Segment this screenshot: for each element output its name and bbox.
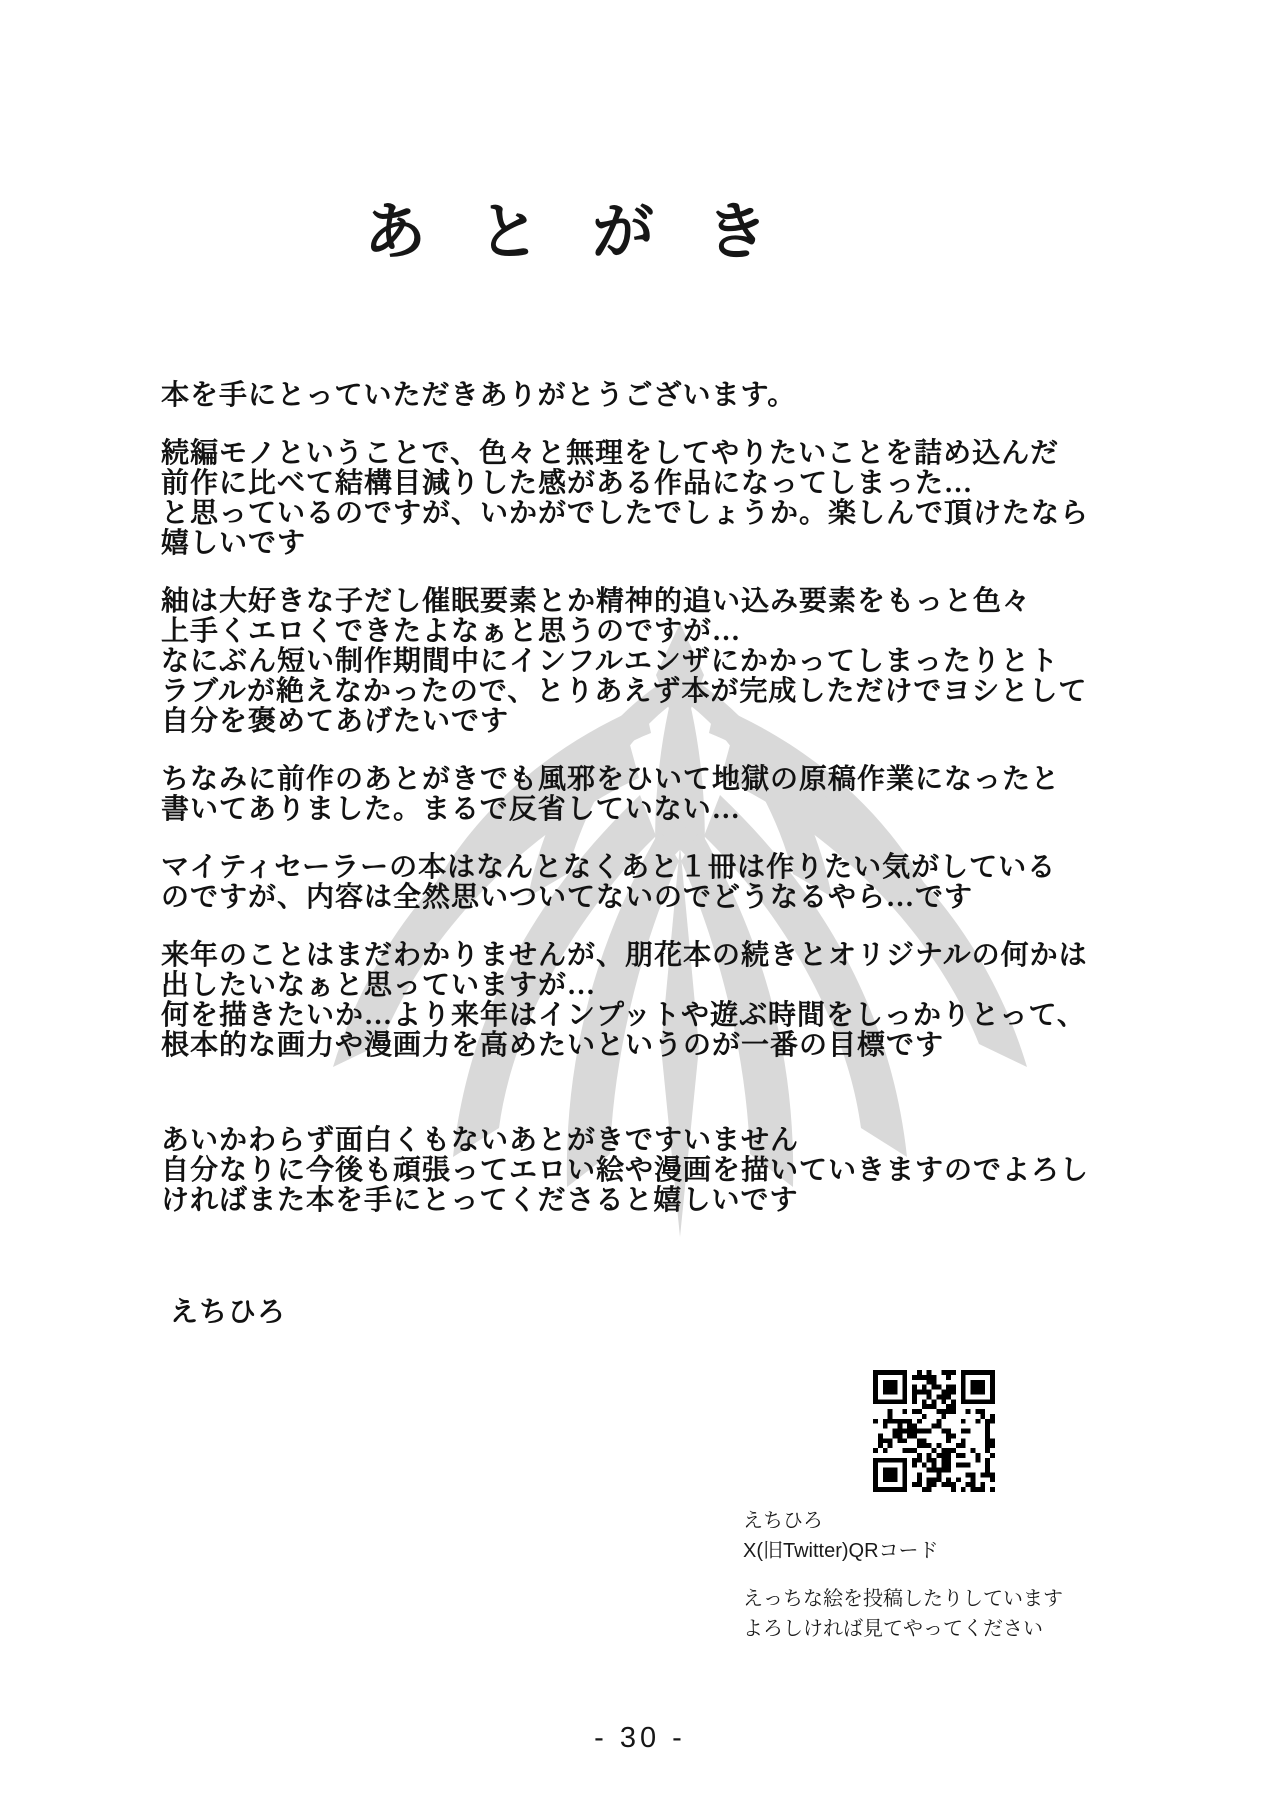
qr-note <box>743 1584 1063 1644</box>
qr-caption-label: X(旧Twitter)QRコード <box>743 1540 939 1562</box>
qr-author: えちひろ <box>743 1510 823 1532</box>
paragraph <box>161 381 1141 411</box>
page-number: - 30 - <box>594 1722 686 1754</box>
text-line: 紬は大好きな子だし催眠要素とか精神的追い込み要素をもっと色々 <box>161 586 1032 617</box>
paragraph <box>161 1126 1141 1216</box>
page-title: あとがき <box>364 199 821 267</box>
text-line: 出したいなぁと思っていますが… <box>161 970 597 1001</box>
paragraph <box>161 853 1141 913</box>
text-line: 自分なりに今後も頑張ってエロい絵や漫画を描いていきますのでよろし <box>161 1155 1090 1186</box>
text-line: 本を手にとっていただきありがとうございます。 <box>161 380 797 411</box>
author-signature: えちひろ <box>170 1297 287 1328</box>
text-line: のですが、内容は全然思いついてないのでどうなるやら…です <box>161 882 974 913</box>
text-line: 根本的な画力や漫画力を高めたいというのが一番の目標です <box>161 1030 945 1061</box>
qr-caption <box>743 1506 939 1566</box>
text-line: なにぶん短い制作期間中にインフルエンザにかかってしまったりとト <box>161 646 1059 677</box>
text-line: と思っているのですが、いかがでしたでしょうか。楽しんで頂けたなら <box>161 498 1090 529</box>
qr-code <box>873 1370 995 1492</box>
qr-note-line: よろしければ見てやってください <box>743 1618 1043 1640</box>
text-line: 何を描きたいか…より来年はインプットや遊ぶ時間をしっかりとって、 <box>161 1000 1086 1031</box>
text-line: 上手くエロくできたよなぁと思うのですが… <box>161 616 742 647</box>
text-line: 来年のことはまだわかりませんが、朋花本の続きとオリジナルの何かは <box>161 940 1088 971</box>
paragraph <box>161 941 1141 1061</box>
qr-note-line: えっちな絵を投稿したりしています <box>743 1588 1063 1610</box>
afterword-text <box>161 381 1141 1244</box>
paragraph <box>161 587 1141 737</box>
text-line: 自分を褒めてあげたいです <box>161 706 510 737</box>
paragraph <box>161 439 1141 559</box>
text-line: あいかわらず面白くもないあとがきですいません <box>161 1125 800 1156</box>
text-line: 続編モノということで、色々と無理をしてやりたいことを詰め込んだ <box>161 438 1060 469</box>
text-line: マイティセーラーの本はなんとなくあと１冊は作りたい気がしている <box>161 852 1057 883</box>
text-line: 嬉しいです <box>161 528 307 559</box>
text-line: ければまた本を手にとってくださると嬉しいです <box>161 1185 799 1216</box>
text-line: 書いてありました。まるで反省していない… <box>161 794 741 825</box>
text-line: 前作に比べて結構目減りした感がある作品になってしまった… <box>161 468 974 499</box>
text-line: ラブルが絶えなかったので、とりあえず本が完成しただけでヨシとして <box>161 676 1088 707</box>
paragraph <box>161 765 1141 825</box>
text-line: ちなみに前作のあとがきでも風邪をひいて地獄の原稿作業になったと <box>161 764 1061 795</box>
